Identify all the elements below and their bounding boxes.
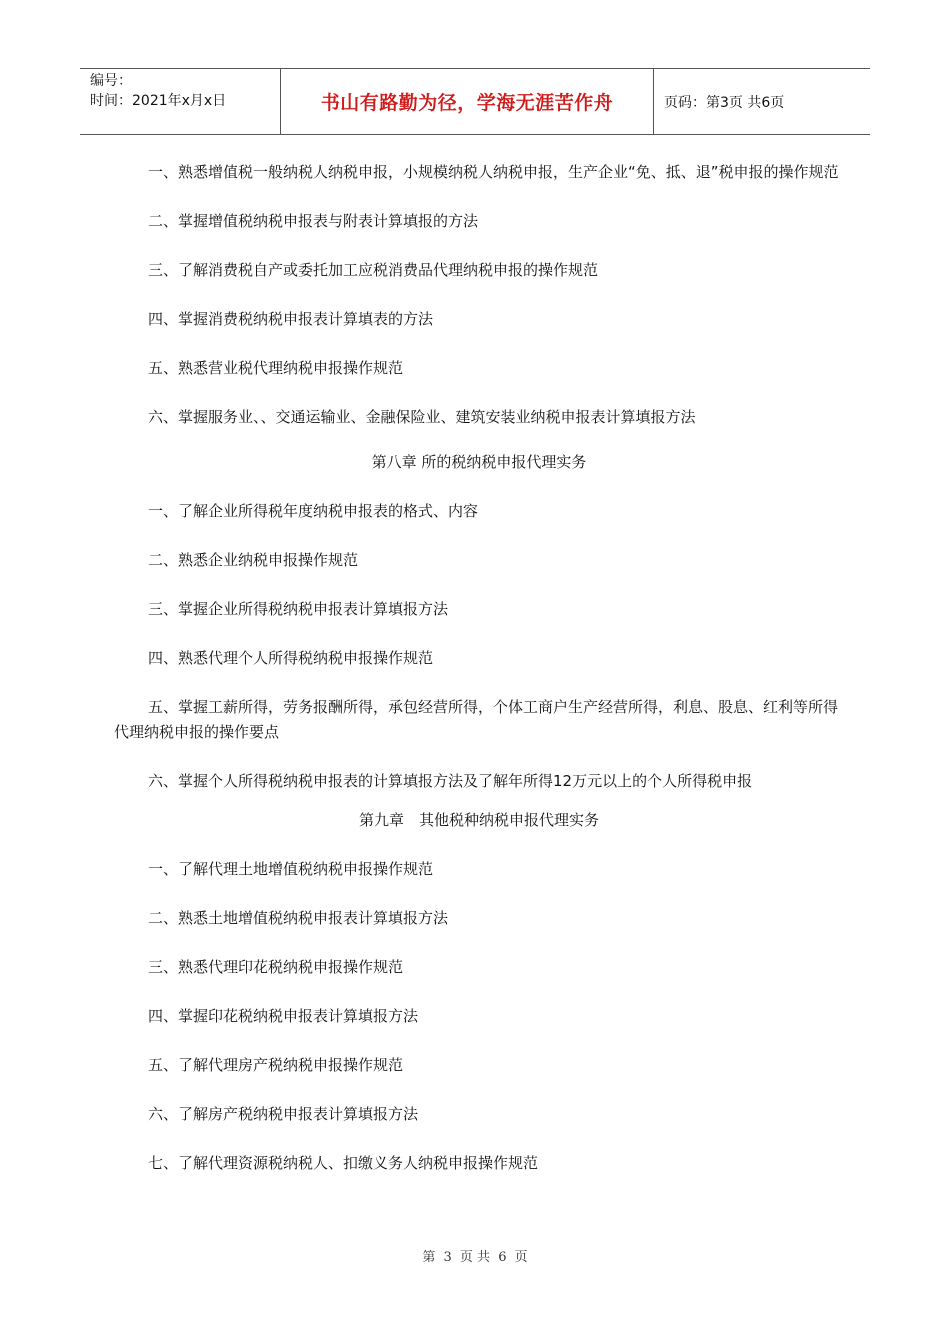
list-item: 二、掌握增值税纳税申报表与附表计算填报的方法 — [148, 212, 479, 230]
chapter-heading: 第九章 其他税种纳税申报代理实务 — [358, 811, 599, 829]
list-item: 六、掌握服务业、、交通运输业、金融保险业、建筑安装业纳税申报表计算填报方法 — [148, 408, 696, 426]
list-item: 四、掌握消费税纳税申报表计算填表的方法 — [148, 310, 434, 328]
list-item: 二、熟悉企业纳税申报操作规范 — [148, 551, 359, 569]
header-meta — [80, 69, 281, 134]
list-item: 三、掌握企业所得税纳税申报表计算填报方法 — [148, 600, 449, 618]
document-body — [114, 160, 844, 1176]
footer-suffix: 页 — [514, 1250, 528, 1265]
footer-current-page: 3 — [443, 1250, 452, 1265]
page-footer — [0, 1246, 950, 1265]
list-item: 三、熟悉代理印花税纳税申报操作规范 — [148, 958, 404, 976]
list-item: 五、熟悉营业税代理纳税申报操作规范 — [148, 359, 404, 377]
list-item: 三、了解消费税自产或委托加工应税消费品代理纳税申报的操作规范 — [148, 261, 599, 279]
list-item: 六、了解房产税纳税申报表计算填报方法 — [148, 1105, 419, 1123]
chapter-heading: 第八章 所的税纳税申报代理实务 — [371, 453, 587, 471]
list-item: 一、了解企业所得税年度纳税申报表的格式、内容 — [148, 502, 479, 520]
header-motto: 书山有路勤为径，学海无涯苦作舟 — [281, 69, 654, 134]
list-item: 五、了解代理房产税纳税申报操作规范 — [148, 1056, 404, 1074]
list-item: 五、掌握工薪所得，劳务报酬所得，承包经营所得，个体工商户生产经营所得，利息、股息、红利等所得代理纳税申报的操作要点 — [114, 698, 839, 741]
list-item: 二、熟悉土地增值税纳税申报表计算填报方法 — [148, 909, 449, 927]
list-item: 四、熟悉代理个人所得税纳税申报操作规范 — [148, 649, 434, 667]
list-item: 六、掌握个人所得税纳税申报表的计算填报方法及了解年所得12万元以上的个人所得税申报 — [148, 772, 753, 790]
footer-mid: 页 共 — [459, 1250, 491, 1265]
list-item: 一、了解代理土地增值税纳税申报操作规范 — [148, 860, 434, 878]
time-label: 时间：2021年x月x日 — [90, 93, 227, 109]
footer-prefix: 第 — [422, 1250, 436, 1265]
list-item: 七、了解代理资源税纳税人、扣缴义务人纳税申报操作规范 — [148, 1154, 539, 1172]
footer-total-pages: 6 — [498, 1250, 507, 1265]
number-label: 编号： — [90, 73, 132, 89]
list-item: 四、掌握印花税纳税申报表计算填报方法 — [148, 1007, 419, 1025]
header-page-label: 页码：第3页 共6页 — [664, 94, 785, 111]
list-item: 一、熟悉增值税一般纳税人纳税申报，小规模纳税人纳税申报，生产企业“免、抵、退”税申报的操作规范 — [148, 163, 839, 181]
document-header — [80, 68, 870, 135]
